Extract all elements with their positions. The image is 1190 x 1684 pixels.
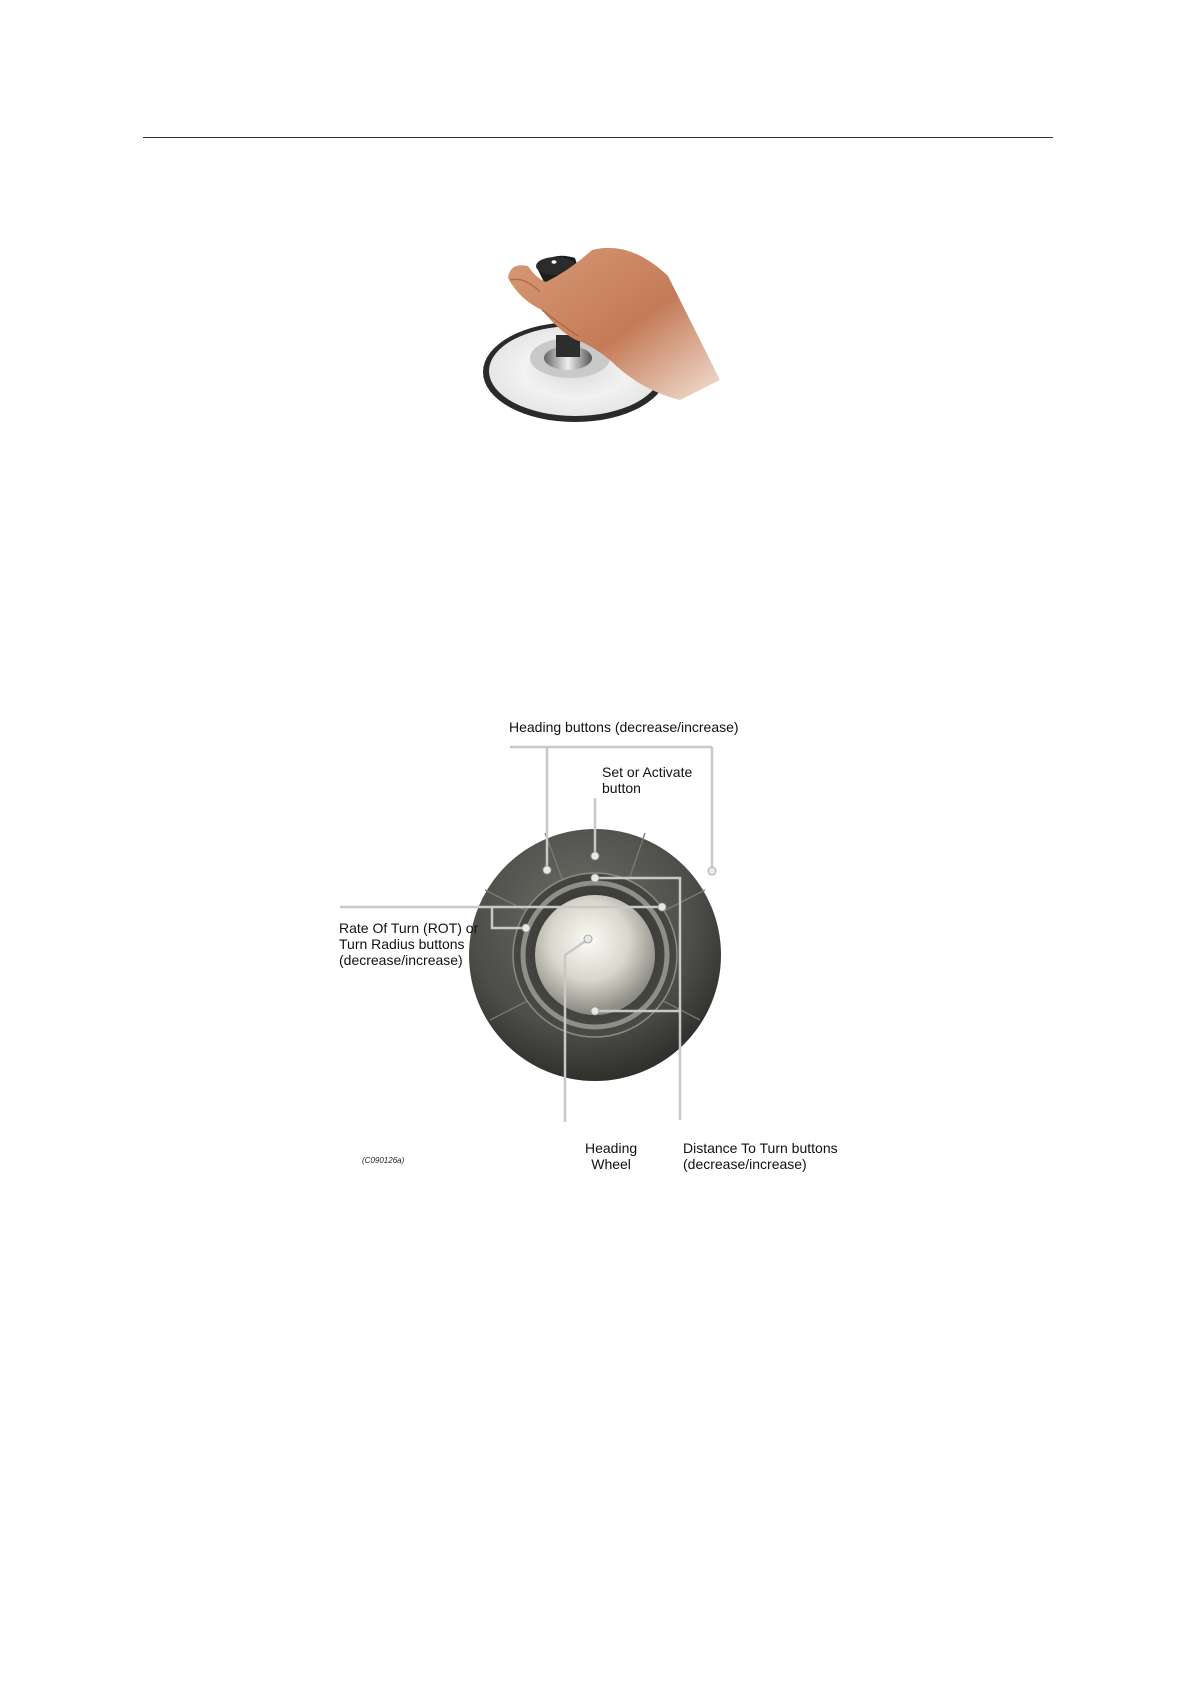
header-rule [143,137,1053,138]
joystick-hand-photo [480,240,720,430]
figure-code: (C090126a) [362,1156,405,1165]
label-distance-to-turn: Distance To Turn buttons (decrease/increase) [683,1140,838,1172]
label-rate-of-turn: Rate Of Turn (ROT) or Turn Radius buttons (decrease/increase) [339,920,479,968]
label-heading-wheel: Heading Wheel [585,1140,638,1172]
label-heading-buttons: Heading buttons (decrease/increase) [509,719,739,735]
heading-wheel-diagram [340,720,880,1190]
label-set-activate: Set or Activate button [602,764,693,796]
heading-wheel-ball [535,895,655,1015]
